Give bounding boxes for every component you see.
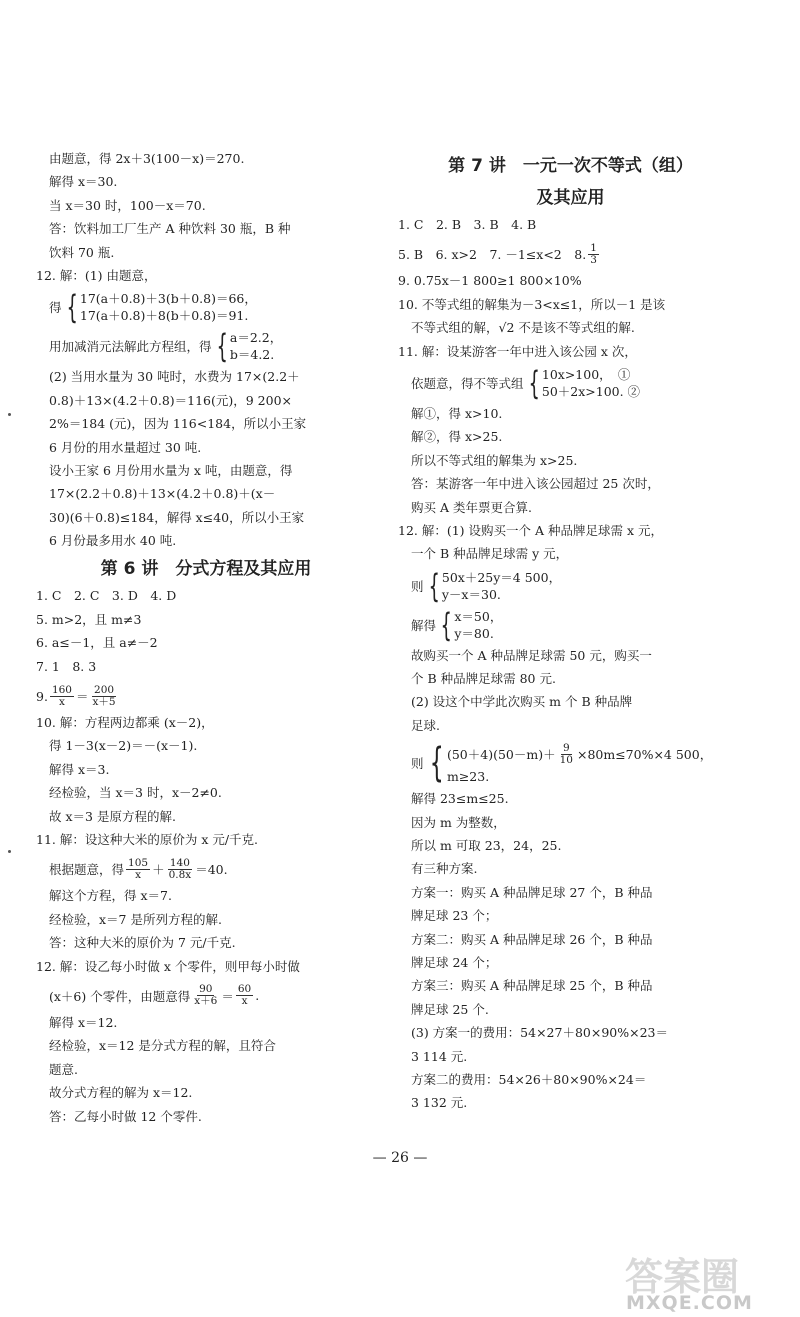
- plus-sign: ＋: [152, 862, 165, 878]
- text-line: 答：乙每小时做 12 个零件.: [49, 1108, 202, 1124]
- section-heading: 第 7 讲 一元一次不等式（组）: [448, 156, 693, 176]
- numerator: 140: [169, 856, 190, 869]
- scan-speck: [8, 413, 11, 416]
- text-line: 3 114 元.: [411, 1048, 468, 1064]
- equation-line: x＝50，: [454, 608, 503, 624]
- fraction-equation: [36, 854, 376, 884]
- text-line: 经检验，x＝12 是分式方程的解，且符合: [49, 1038, 276, 1054]
- numerator: 105: [128, 856, 149, 869]
- left-brace: {: [429, 739, 444, 786]
- inequality-line: 50＋2x>100. ②: [541, 383, 641, 399]
- text-line: 经检验，当 x＝3 时，x－2≠0.: [49, 785, 222, 801]
- text-line: (2) 设这个中学此次购买 m 个 B 种品牌: [411, 694, 633, 710]
- left-column: [36, 150, 376, 1131]
- left-brace: {: [428, 566, 440, 605]
- numerator: 160: [51, 683, 72, 696]
- text-line: 2%＝184 (元)，因为 116<184，所以小王家: [49, 416, 307, 432]
- text-line: 当 x＝30 时，100－x＝70.: [49, 197, 206, 213]
- text-line: 12. 解：(1) 由题意，: [36, 267, 157, 283]
- system-label: 则: [411, 578, 424, 594]
- section-heading-cont: 及其应用: [536, 188, 605, 208]
- text-line: 得 1－3(x－2)＝－(x－1).: [49, 738, 198, 754]
- left-brace: {: [528, 363, 540, 402]
- text-line: 购买 A 类年票更合算.: [411, 499, 532, 515]
- denominator: x＋6: [194, 995, 218, 1008]
- fraction: [236, 984, 253, 1007]
- equation-suffix: ＝40.: [195, 862, 228, 878]
- equals-sign: ＝: [221, 988, 234, 1004]
- text-line: 所以不等式组的解集为 x>25.: [411, 452, 578, 468]
- text-line: 经检验，x＝7 是所列方程的解.: [49, 911, 222, 927]
- equation-prefix: (x＋6) 个零件，由题意得: [49, 988, 191, 1004]
- equation-line: b＝4.2.: [229, 347, 275, 363]
- inequality-system: [398, 740, 743, 785]
- text-line: 10. 解：方程两边都乘 (x－2)，: [36, 715, 214, 731]
- fraction: [192, 984, 219, 1007]
- text-line: 故购买一个 A 种品牌足球需 50 元，购买一: [411, 647, 652, 663]
- fraction: [558, 743, 575, 766]
- equation-line: a＝2.2，: [229, 330, 283, 346]
- text-line: 故分式方程的解为 x＝12.: [49, 1085, 193, 1101]
- system-label: 则: [411, 755, 424, 771]
- text-line: 30)(6＋0.8)≤184，解得 x≤40，所以小王家: [49, 509, 305, 525]
- text-line: 方案二：购买 A 种品牌足球 26 个，B 种品: [411, 931, 653, 947]
- text-line: 解①，得 x>10.: [411, 405, 503, 421]
- text-line: (3) 方案一的费用：54×27＋80×90%×23＝: [411, 1025, 669, 1041]
- inequality-line: m≥23.: [446, 769, 490, 785]
- fraction-line: [398, 239, 743, 269]
- text-line: 方案三：购买 A 种品牌足球 25 个，B 种品: [411, 978, 653, 994]
- text-line: 答：饮料加工厂生产 A 种饮料 30 瓶，B 种: [49, 221, 291, 237]
- fraction: [126, 858, 150, 881]
- scan-speck: [8, 850, 11, 853]
- denominator: x: [241, 995, 248, 1008]
- inequality-line: [447, 740, 712, 768]
- system-label: 依题意，得不等式组: [411, 375, 524, 391]
- text-line: 解得 x＝30.: [49, 174, 118, 190]
- text-line: 个 B 种品牌足球需 80 元.: [411, 671, 556, 687]
- equation-line: 17(a＋0.8)＋3(b＋0.8)＝66，: [79, 291, 257, 307]
- watermark-site: MXQE.COM: [626, 1292, 753, 1314]
- equation-system: [398, 566, 743, 605]
- text-line: 饮料 70 瓶.: [49, 244, 115, 260]
- text-line: 足球.: [411, 717, 440, 733]
- equation-line: 50x＋25y＝4 500，: [441, 569, 562, 585]
- denominator: 0.8x: [168, 868, 192, 881]
- text-line: 牌足球 24 个；: [411, 954, 498, 970]
- fraction: [167, 858, 194, 881]
- inequality-system: [398, 363, 743, 402]
- text-line: 6. a≤－1，且 a≠－2: [36, 635, 158, 651]
- text-line: 答：这种大米的原价为 7 元/千克.: [49, 935, 236, 951]
- text-line: 5. m>2，且 m≠3: [36, 611, 142, 627]
- text-line: 0.8)＋13×(4.2＋0.8)＝116(元)，9 200×: [49, 392, 293, 408]
- text-line: 解得 x＝12.: [49, 1014, 118, 1030]
- text-line: 解得 x＝3.: [49, 761, 110, 777]
- inequality-line: 10x>100， ①: [541, 366, 631, 382]
- text-line: 所以 m 可取 23，24，25.: [411, 838, 562, 854]
- system-label: 解得: [411, 617, 437, 633]
- denominator: 10: [559, 753, 573, 766]
- denominator: x: [135, 868, 141, 881]
- text-line: 1. C 2. B 3. B 4. B: [398, 217, 537, 232]
- left-brace: {: [440, 605, 452, 644]
- answer-text: 5. B 6. x>2 7. －1≤x<2 8.: [398, 247, 587, 263]
- denominator: x: [59, 695, 65, 708]
- text-line: 7. 1 8. 3: [36, 658, 97, 674]
- numerator: 200: [94, 683, 115, 696]
- numerator: 9: [562, 741, 570, 754]
- fraction: [588, 243, 599, 266]
- text-line: 6 月份的用水量超过 30 吨.: [49, 439, 202, 455]
- text-line: 由题意，得 2x＋3(100－x)＝270.: [49, 151, 245, 166]
- inequality-part: ×80m≤70%×4 500，: [576, 746, 713, 762]
- text-line: 答：某游客一年中进入该公园超过 25 次时，: [411, 476, 660, 492]
- fraction: [50, 685, 74, 708]
- text-line: 牌足球 25 个.: [411, 1001, 489, 1017]
- left-brace: {: [66, 288, 78, 327]
- text-line: 11. 解：设这种大米的原价为 x 元/千克.: [36, 831, 259, 847]
- text-line: 一个 B 种品牌足球需 y 元，: [411, 546, 569, 562]
- text-line: 不等式组的解，√2 不是该不等式组的解.: [411, 320, 635, 336]
- section-heading: 第 6 讲 分式方程及其应用: [100, 559, 312, 580]
- equation-system: [398, 605, 743, 644]
- equation-system: [36, 288, 376, 327]
- text-line: 故 x＝3 是原方程的解.: [49, 808, 176, 824]
- question-number: 9.: [36, 688, 48, 704]
- text-line: 12. 解：(1) 设购买一个 A 种品牌足球需 x 元，: [398, 522, 664, 538]
- left-brace: {: [216, 327, 228, 366]
- fraction: [91, 685, 118, 708]
- text-line: 解②，得 x>25.: [411, 429, 503, 445]
- inequality-part: (50＋4)(50－m)＋: [446, 746, 556, 762]
- equation-system: [36, 327, 376, 366]
- equals-sign: ＝: [75, 689, 89, 705]
- equation-line: y－x＝30.: [441, 586, 501, 602]
- text-line: 6 月份最多用水 40 吨.: [49, 533, 177, 549]
- text-line: 12. 解：设乙每小时做 x 个零件，则甲每小时做: [36, 958, 300, 974]
- text-line: 有三种方案.: [411, 861, 478, 877]
- text-line: 方案二的费用：54×26＋80×90%×24＝: [411, 1071, 647, 1087]
- numerator: 60: [237, 983, 252, 996]
- right-column: [398, 150, 743, 1118]
- text-line: 设小王家 6 月份用水量为 x 吨，由题意，得: [49, 462, 293, 478]
- text-line: 3 132 元.: [411, 1095, 468, 1111]
- text-line: 17×(2.2＋0.8)＋13×(4.2＋0.8)＋(x－: [49, 486, 276, 502]
- text-line: (2) 当用水量为 30 吨时，水费为 17×(2.2＋: [49, 369, 300, 385]
- text-line: 牌足球 23 个；: [411, 908, 498, 924]
- equation-line: y＝80.: [454, 625, 494, 641]
- equation-suffix: .: [255, 988, 260, 1004]
- numerator: 1: [590, 241, 597, 254]
- text-line: 解得 23≤m≤25.: [411, 791, 509, 807]
- page-number: — 26 —: [372, 1150, 428, 1166]
- watermark-logo: 答案圈: [625, 1255, 740, 1299]
- equation-prefix: 根据题意，得: [49, 862, 125, 878]
- system-label: 用加减消元法解此方程组，得: [49, 339, 212, 355]
- text-line: 10. 不等式组的解集为－3<x≤1，所以－1 是该: [398, 296, 666, 312]
- text-line: 因为 m 为整数，: [411, 814, 506, 830]
- text-line: 9. 0.75x－1 800≥1 800×10%: [398, 273, 582, 289]
- text-line: 方案一：购买 A 种品牌足球 27 个，B 种品: [411, 884, 653, 900]
- numerator: 90: [199, 983, 213, 996]
- system-label: 得: [49, 300, 62, 316]
- fraction-equation: [36, 981, 376, 1011]
- text-line: 题意.: [49, 1061, 78, 1077]
- fraction-equation: [36, 681, 376, 711]
- text-line: 解这个方程，得 x＝7.: [49, 888, 172, 904]
- equation-line: 17(a＋0.8)＋8(b＋0.8)＝91.: [79, 308, 249, 324]
- text-line: 1. C 2. C 3. D 4. D: [36, 588, 177, 604]
- denominator: 3: [590, 253, 597, 266]
- text-line: 11. 解：设某游客一年中进入该公园 x 次，: [398, 343, 637, 359]
- denominator: x＋5: [92, 695, 116, 708]
